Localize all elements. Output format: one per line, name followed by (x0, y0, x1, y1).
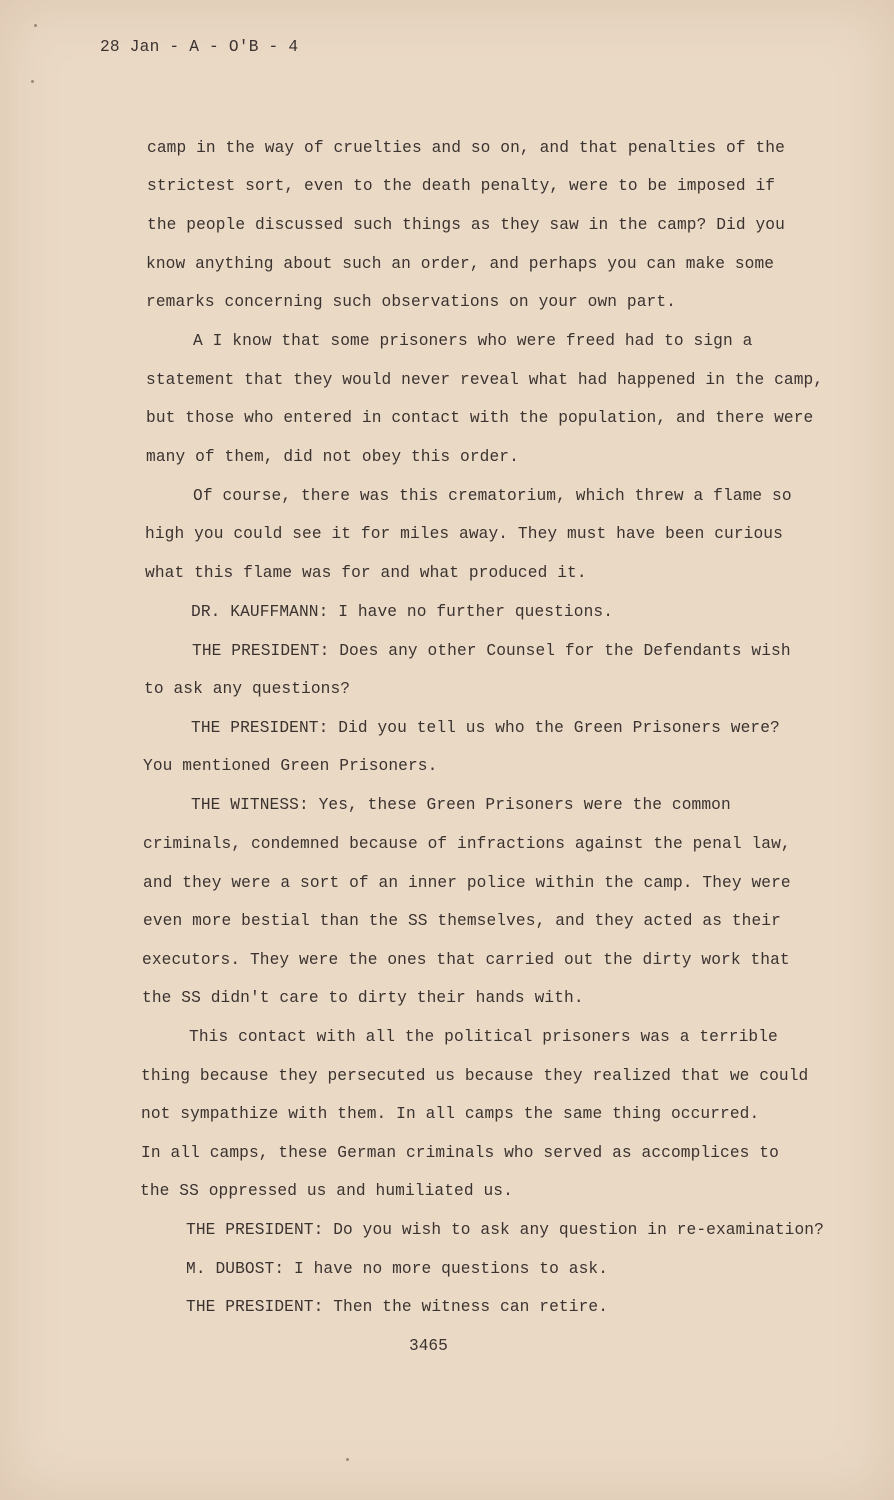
transcript-line: statement that they would never reveal what had happened in the camp, (146, 371, 824, 389)
transcript-line: THE WITNESS: Yes, these Green Prisoners were the common (191, 796, 731, 814)
transcript-line: many of them, did not obey this order. (146, 448, 519, 466)
transcript-line: remarks concerning such observations on your own part. (146, 293, 676, 311)
transcript-line: camp in the way of cruelties and so on, and that penalties of the (147, 139, 785, 157)
transcript-line: THE PRESIDENT: Then the witness can retire. (186, 1298, 609, 1316)
transcript-line: the people discussed such things as they saw in the camp? Did you (147, 216, 785, 234)
transcript-line: THE PRESIDENT: Does any other Counsel for the Defendants wish (192, 642, 791, 660)
transcript-line: DR. KAUFFMANN: I have no further questions. (191, 603, 614, 621)
transcript-line: and they were a sort of an inner police within the camp. They were (143, 874, 791, 892)
transcript-line: not sympathize with them. In all camps the same thing occurred. (141, 1105, 760, 1123)
page-header-reference: 28 Jan - A - O'B - 4 (100, 38, 299, 56)
transcript-line: the SS didn't care to dirty their hands with. (142, 989, 584, 1007)
paper-speck (346, 1458, 349, 1461)
transcript-line: THE PRESIDENT: Do you wish to ask any question in re-examination? (186, 1221, 824, 1239)
transcript-line: This contact with all the political prisoners was a terrible (189, 1028, 778, 1046)
transcript-line: even more bestial than the SS themselves, and they acted as their (143, 912, 781, 930)
transcript-line: the SS oppressed us and humiliated us. (140, 1182, 513, 1200)
transcript-line: strictest sort, even to the death penalty, were to be imposed if (147, 177, 776, 195)
transcript-line: M. DUBOST: I have no more questions to ask. (186, 1260, 609, 1278)
transcript-line: In all camps, these German criminals who served as accomplices to (141, 1144, 779, 1162)
transcript-line: criminals, condemned because of infractions against the penal law, (143, 835, 791, 853)
transcript-line: high you could see it for miles away. They must have been curious (145, 525, 783, 543)
paper-speck (34, 24, 37, 27)
transcript-line: A I know that some prisoners who were freed had to sign a (193, 332, 753, 350)
transcript-line: You mentioned Green Prisoners. (143, 757, 438, 775)
transcript-line: to ask any questions? (144, 680, 351, 698)
transcript-line: what this flame was for and what produced it. (145, 564, 587, 582)
transcript-line: THE PRESIDENT: Did you tell us who the Green Prisoners were? (191, 719, 780, 737)
transcript-line: know anything about such an order, and perhaps you can make some (146, 255, 775, 273)
transcript-line: but those who entered in contact with the population, and there were (146, 409, 814, 427)
paper-speck (31, 80, 34, 83)
transcript-line: Of course, there was this crematorium, which threw a flame so (193, 487, 792, 505)
transcript-line: thing because they persecuted us because they realized that we could (141, 1067, 809, 1085)
page-number: 3465 (409, 1337, 448, 1355)
transcript-line: executors. They were the ones that carried out the dirty work that (142, 951, 790, 969)
